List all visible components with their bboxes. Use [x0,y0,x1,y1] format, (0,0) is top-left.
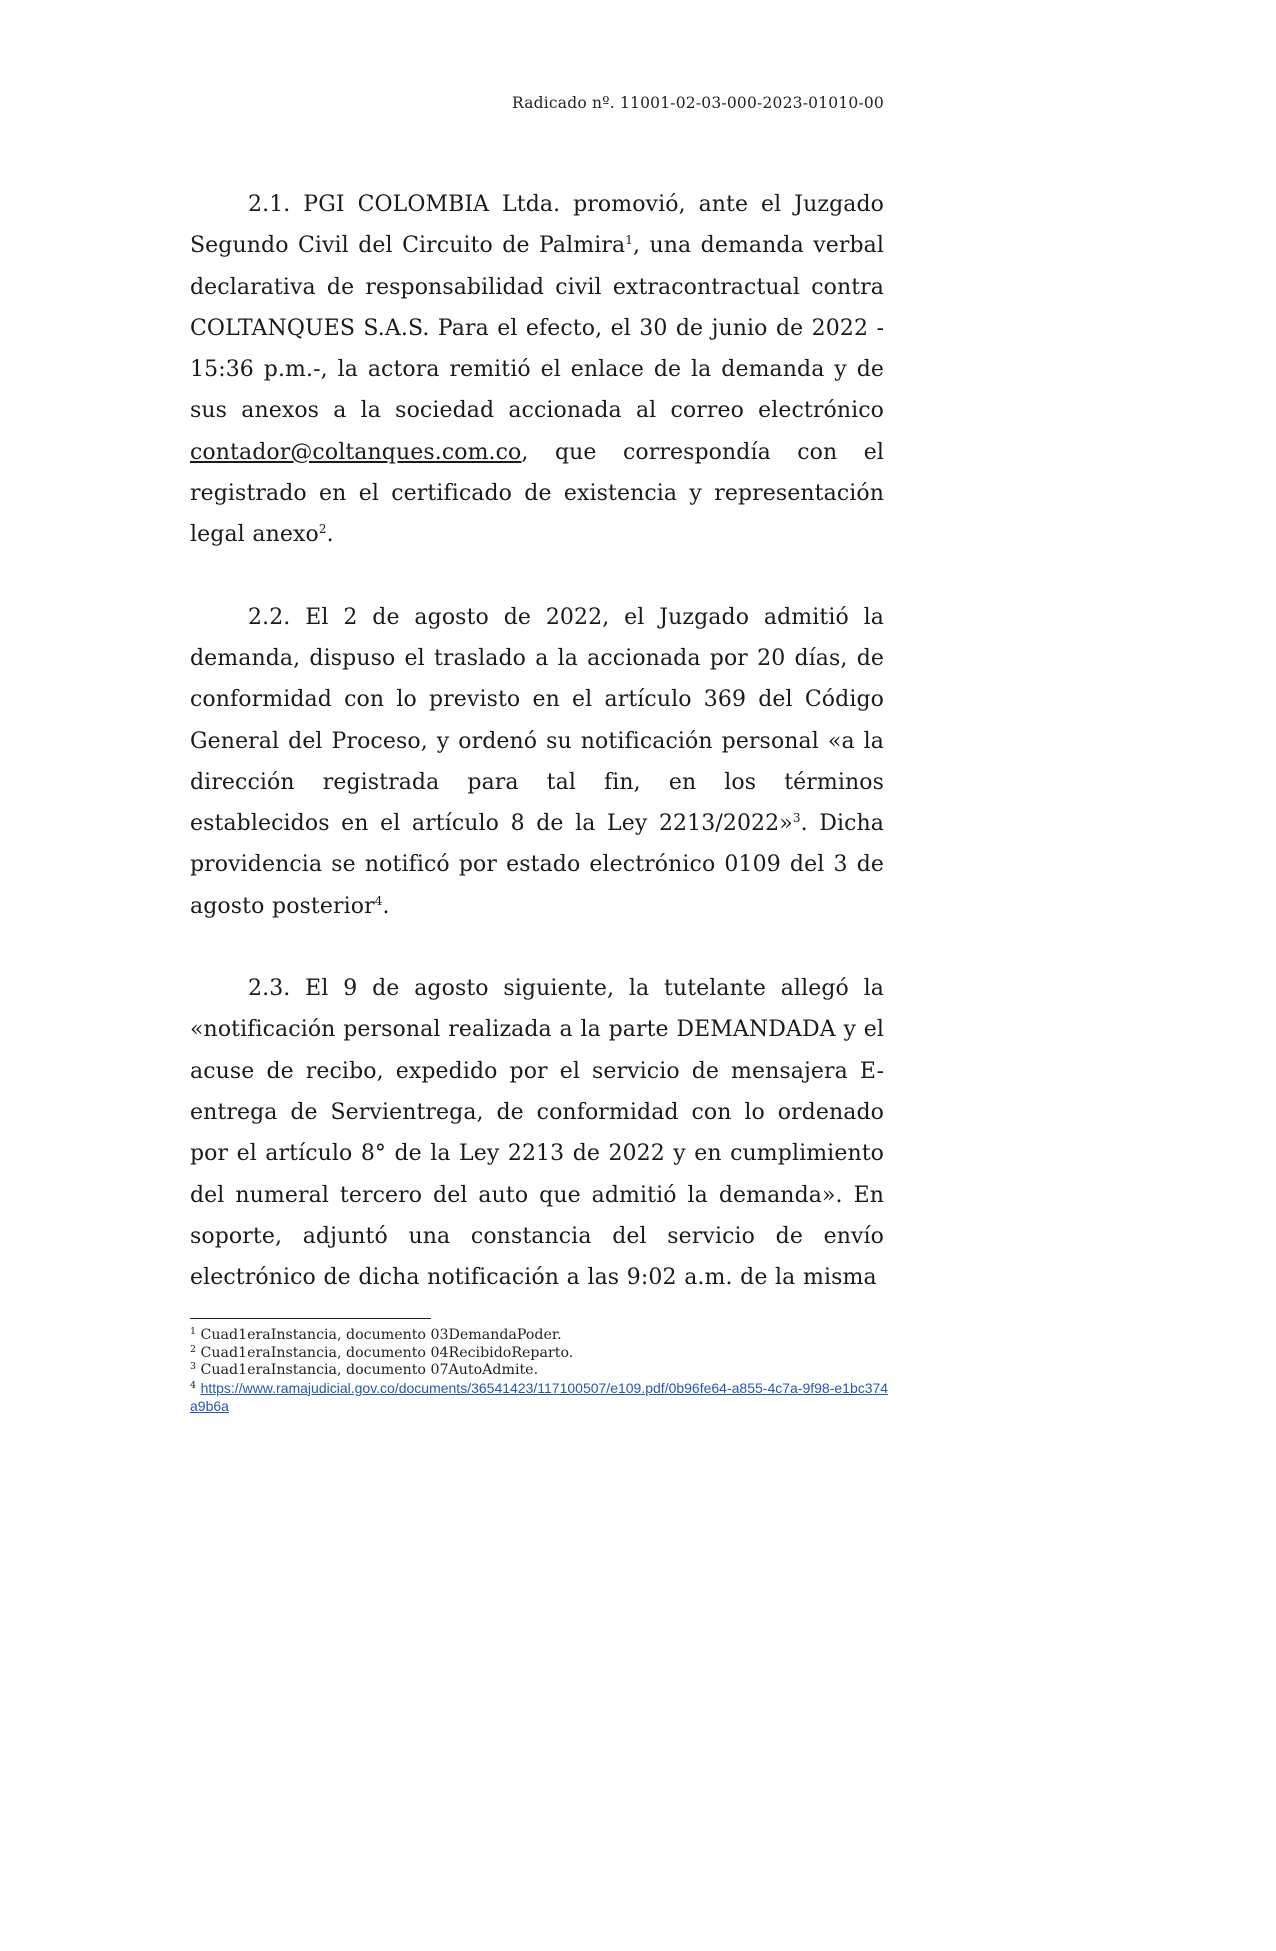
footnote-text-1: Cuad1eraInstancia, documento 03DemandaPoder. [196,1327,562,1343]
paragraph-2-1-text-d: . [326,522,334,548]
footnote-1 [190,1327,890,1345]
footnote-number-1: 1 [190,1326,197,1337]
footnote-number-2: 2 [190,1343,197,1355]
footnotes-section [190,1318,890,1417]
footnote-ref-1[interactable]: 1 [625,233,633,248]
document-body [190,184,884,1298]
footnote-ref-4[interactable]: 4 [374,893,383,908]
paragraph-2-3-text: 2.3. El 9 de agosto siguiente, la tutelante allegó la «notificación personal realizada a la parte DEMANDADA y el acuse de recibo, expedido por el servicio de mensajera E-entrega de Servientrega, de conformidad con lo ordenado por el artículo 8° de la Ley 2213 de 2022 y en cumplimiento del numeral tercero del auto que admitió la demanda». En soporte, adjuntó una constancia del servicio de envío electrónico de dicha notificación a las 9:02 a.m. de la misma [190,976,884,1291]
footnote-ref-3[interactable]: 3 [792,811,801,826]
footnote-3 [190,1362,890,1380]
paragraph-2-1-text-b: , una demanda verbal declarativa de responsabilidad civil extracontractual contra COLTANQUES S.A.S. Para el efecto, el 30 de junio de 2022 - 15:36 p.m.-, la actora remitió el enlace de la demanda y de sus anexos a la sociedad accionada al correo electrónico [190,233,884,424]
paragraph-2-3 [190,968,884,1298]
paragraph-2-2-text-b: . Dicha providencia se notificó por estado electrónico 0109 del 3 de agosto posterior [190,811,885,919]
paragraph-2-1 [190,184,884,556]
case-number-header: Radicado nº. 11001-02-03-000-2023-01010-00 [511,94,884,112]
footnote-text-2: Cuad1eraInstancia, documento 04RecibidoReparto. [196,1344,574,1361]
paragraph-2-2-text-a: 2.2. El 2 de agosto de 2022, el Juzgado admitió la demanda, dispuso el traslado a la accionada por 20 días, de conformidad con lo previsto en el artículo 369 del Código General del Proceso, y ordenó su notificación personal «a la dirección registrada para tal fin, en los términos establecidos en el artículo 8 de la Ley 2213/2022» [190,604,884,837]
footnote-url-link[interactable]: https://www.ramajudicial.gov.co/documents/36541423/117100507/e109.pdf/0b96fe64-a855-4c7a-9f98-e1bc374a9b6a [190,1379,889,1414]
email-link[interactable]: contador@coltanques.com.co [190,439,522,465]
paragraph-2-1-text-a: 2.1. PGI COLOMBIA Ltda. promovió, ante el Juzgado Segundo Civil del Circuito de Palmira [190,192,884,259]
footnote-text-3: Cuad1eraInstancia, documento 07AutoAdmite. [196,1362,539,1378]
paragraph-2-1-text-c: , que correspondía con el registrado en el certificado de existencia y representación legal anexo [190,439,884,548]
footnote-number-4: 4 [190,1379,197,1391]
paragraph-2-2-text-c: . [382,893,390,919]
footnote-separator [190,1318,431,1319]
footnote-4 [190,1380,890,1417]
paragraph-2-2 [190,597,884,927]
footnote-ref-2[interactable]: 2 [318,522,327,537]
footnote-number-3: 3 [190,1361,197,1372]
footnote-2 [190,1345,890,1363]
